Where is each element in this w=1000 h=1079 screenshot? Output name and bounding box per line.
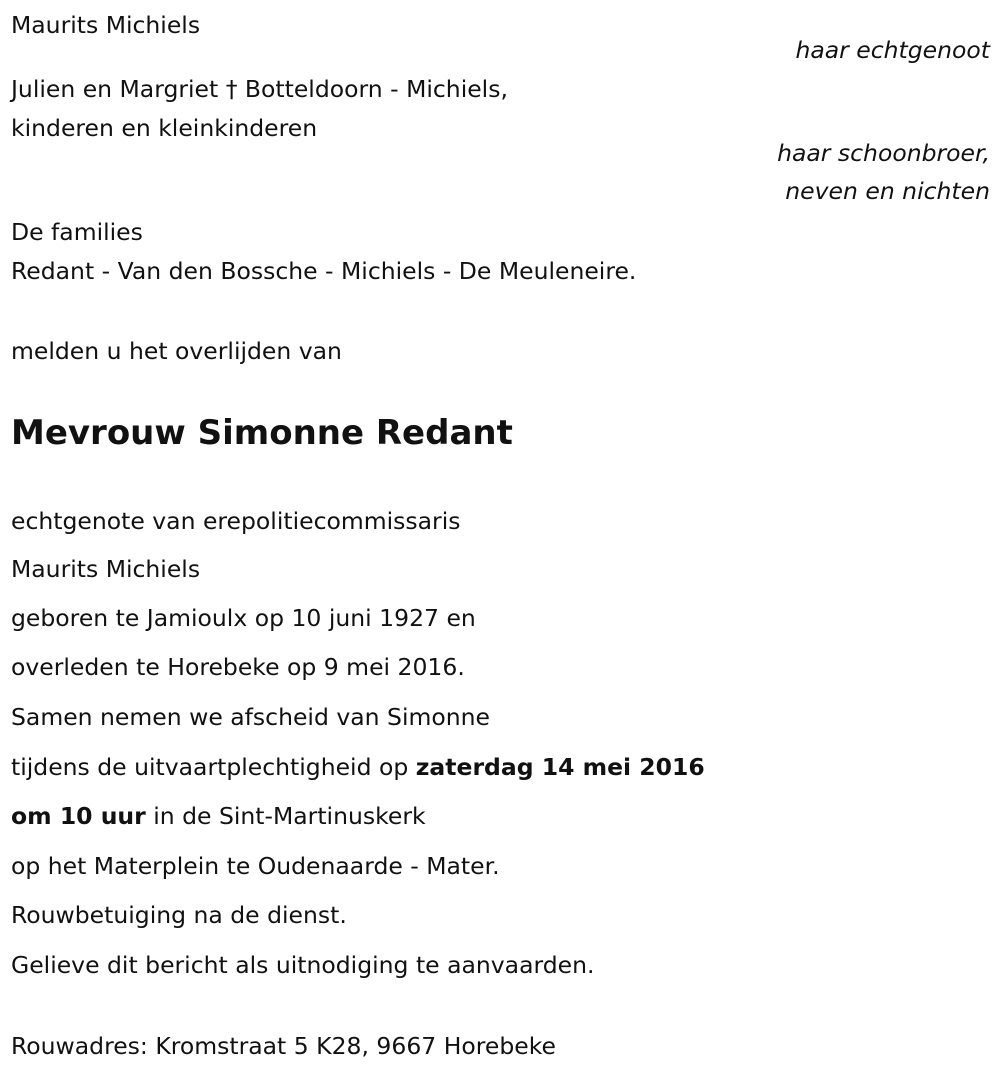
funeral-text: tijdens de uitvaartplechtigheid op xyxy=(11,753,416,781)
mourner-children: Julien en Margriet † Botteldoorn - Michiels, xyxy=(11,75,508,103)
mourning-address: Rouwadres: Kromstraat 5 K28, 9667 Horebeke xyxy=(11,1032,556,1060)
funeral-date: zaterdag 14 mei 2016 xyxy=(415,753,705,781)
mourner-spouse: Maurits Michiels xyxy=(11,11,201,39)
deceased-name: Mevrouw Simonne Redant xyxy=(11,413,513,453)
mourner-grandchildren: kinderen en kleinkinderen xyxy=(11,114,318,142)
detail-line-funeral xyxy=(11,752,705,782)
mourner-role-nephews: neven en nichten xyxy=(785,177,990,205)
detail-line: Gelieve dit bericht als uitnodiging te aanvaarden. xyxy=(11,951,595,979)
mourner-spouse-role: haar echtgenoot xyxy=(795,36,990,64)
announcement: melden u het overlijden van xyxy=(11,337,342,365)
mourner-role-brother-in-law: haar schoonbroer, xyxy=(777,139,990,167)
detail-line: Maurits Michiels xyxy=(11,555,201,583)
families-label: De families xyxy=(11,218,143,246)
detail-line: geboren te Jamioulx op 10 juni 1927 en xyxy=(11,604,476,632)
detail-line: op het Materplein te Oudenaarde - Mater. xyxy=(11,852,500,880)
detail-line: Samen nemen we afscheid van Simonne xyxy=(11,703,490,731)
detail-line-time xyxy=(11,801,426,831)
detail-line: overleden te Horebeke op 9 mei 2016. xyxy=(11,653,465,681)
detail-line: echtgenote van erepolitiecommissaris xyxy=(11,507,461,535)
detail-line: Rouwbetuiging na de dienst. xyxy=(11,901,347,929)
funeral-church: in de Sint-Martinuskerk xyxy=(145,802,426,830)
families-names: Redant - Van den Bossche - Michiels - De Meuleneire. xyxy=(11,257,637,285)
funeral-time: om 10 uur xyxy=(11,802,146,830)
